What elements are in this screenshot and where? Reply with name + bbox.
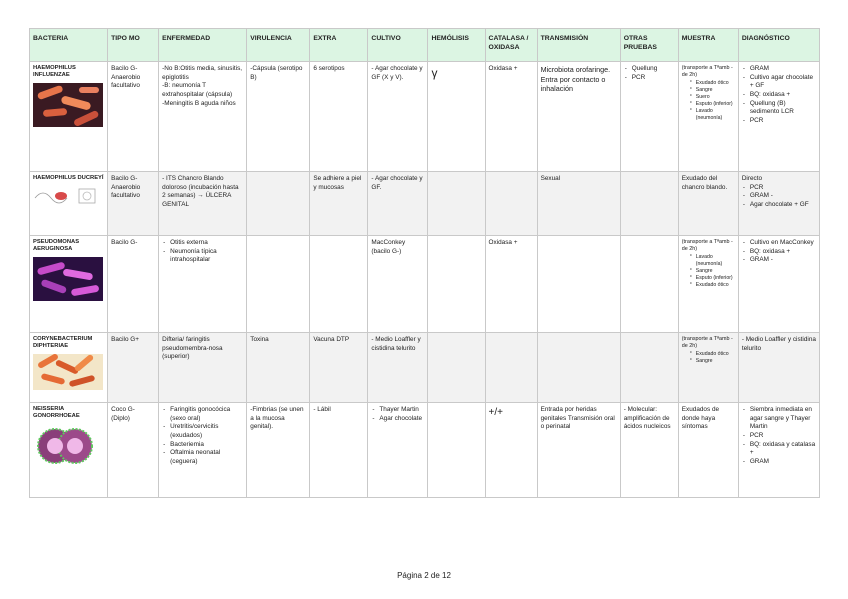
muestra-cell	[678, 62, 738, 172]
enfermedad-line: -B: neumonía T extrahospitalar (cápsula)	[162, 82, 233, 98]
list-item: ° Esputo (inferior)	[690, 275, 735, 282]
bacteria-cell	[30, 62, 108, 172]
list-item: - PCR	[742, 184, 816, 193]
otras-pruebas-cell	[620, 333, 678, 403]
list-item: - PCR	[742, 117, 816, 126]
table-row	[30, 236, 820, 333]
virulencia-cell: Toxina	[247, 333, 310, 403]
list-item: ° Sangre	[690, 358, 735, 365]
list-item: - BQ: oxidasa y catalasa +	[742, 441, 816, 458]
header-cultivo: CULTIVO	[368, 29, 428, 62]
list-item: ° Suero	[690, 94, 735, 101]
list-item: ° Exudado ótico	[690, 351, 735, 358]
list-item: - GRAM -	[742, 256, 816, 265]
extra-cell: Se adhiere a piel y mucosas	[310, 172, 368, 236]
table-row	[30, 333, 820, 403]
hemolisis-cell	[428, 333, 485, 403]
bacteria-cell	[30, 333, 108, 403]
list-item: - PCR	[742, 432, 816, 441]
bacteria-name: CORYNEBACTERIUM DIPHTERIAE	[33, 336, 93, 350]
list-item: - Siembra inmediata en agar sangre y Thayer Martin	[742, 406, 816, 432]
transmision-cell: Entrada por heridas genitales Transmisión oral o perinatal	[537, 403, 620, 498]
muestra-cell: Exudado del chancro blando.	[678, 172, 738, 236]
list-item: ° Exudado ótico	[690, 282, 735, 289]
header-row	[30, 29, 820, 62]
list-item: - Otitis externa	[162, 239, 243, 248]
diagnostico-intro: Directo	[741, 175, 763, 182]
p-aeruginosa-image	[33, 257, 103, 301]
list-item: ° Esputo (inferior)	[690, 101, 735, 108]
transmision-cell	[537, 333, 620, 403]
header-extra: EXTRA	[310, 29, 368, 62]
list-item: - Cultivo agar chocolate + GF	[742, 74, 816, 91]
page-number: Página 2 de 12	[397, 571, 451, 580]
bacteria-name: NEISSERIA GONORRHOEAE	[33, 406, 80, 420]
catalasa-cell	[485, 333, 537, 403]
tipo-cell: Bacilo G+	[108, 333, 159, 403]
enfermedad-cell: Difteria/ faringitis pseudomembra-nosa (superior)	[159, 333, 247, 403]
transmision-cell	[537, 236, 620, 333]
list-item: - Agar chocolate	[371, 415, 424, 424]
catalasa-cell: Oxidasa +	[485, 62, 537, 172]
extra-cell: - Lábil	[310, 403, 368, 498]
table-row	[30, 62, 820, 172]
enfermedad-line: -Meningitis B aguda niños	[162, 99, 236, 107]
extra-cell: Vacuna DTP	[310, 333, 368, 403]
list-item: - GRAM	[742, 65, 816, 74]
otras-pruebas-cell	[620, 62, 678, 172]
catalasa-cell	[485, 172, 537, 236]
otras-pruebas-cell: - Molecular: amplificación de ácidos nucleicos	[620, 403, 678, 498]
virulencia-cell: -Fimbrias (se unen a la mucosa genital).	[247, 403, 310, 498]
muestra-intro: (transporte a Tªamb - de 2h)	[681, 65, 733, 79]
list-item: - PCR	[624, 74, 675, 83]
enfermedad-line: -No B:Otitis media, sinusitis, epiglotitis	[162, 65, 243, 81]
cultivo-cell: - Agar chocolate y GF.	[368, 172, 428, 236]
list-item: - BQ: oxidasa +	[742, 248, 816, 257]
bacteria-cell	[30, 172, 108, 236]
bacteria-table	[29, 28, 820, 498]
c-diphteriae-image	[33, 354, 103, 390]
list-item: - Agar chocolate + GF	[742, 201, 816, 210]
virulencia-cell	[247, 236, 310, 333]
catalasa-cell: Oxidasa +	[485, 236, 537, 333]
list-item: - Bacteriemia	[162, 441, 243, 450]
bacteria-name: PSEUDOMONAS AERUGINOSA	[33, 239, 80, 253]
tipo-cell: Bacilo G- Anaerobio facultativo	[108, 172, 159, 236]
list-item: - GRAM -	[742, 192, 816, 201]
list-item: ° Sangre	[690, 268, 735, 275]
bacteria-name: HAEMOPHILUS INFLUENZAE	[33, 65, 76, 79]
list-item: ° Exudado ótico	[690, 80, 735, 87]
enfermedad-cell: - ITS Chancro Blando doloroso (incubación hasta 2 semanas) → ÚLCERA GENITAL	[159, 172, 247, 236]
otras-pruebas-cell	[620, 172, 678, 236]
transmision-cell: Sexual	[537, 172, 620, 236]
list-item: - Faringitis gonocócica (sexo oral)	[162, 406, 243, 423]
header-virulencia: VIRULENCIA	[247, 29, 310, 62]
list-item: - Quellung	[624, 65, 675, 74]
header-otras-pruebas: OTRAS PRUEBAS	[620, 29, 678, 62]
cultivo-cell: - Medio Loaffler y cistidina telurito	[368, 333, 428, 403]
list-item: - BQ: oxidasa +	[742, 91, 816, 100]
h-ducreyi-image	[33, 186, 103, 206]
cultivo-cell	[368, 403, 428, 498]
muestra-cell: Exudados de donde haya síntomas	[678, 403, 738, 498]
table-row	[30, 172, 820, 236]
bacteria-cell	[30, 236, 108, 333]
hemolisis-cell	[428, 403, 485, 498]
header-catalasa-oxidasa: CATALASA / OXIDASA	[485, 29, 537, 62]
list-item: - Cultivo en MacConkey	[742, 239, 816, 248]
virulencia-cell: -Cápsula (serotipo B)	[247, 62, 310, 172]
hemolisis-cell	[428, 172, 485, 236]
hemolisis-value: γ	[431, 66, 438, 80]
n-gonorrhoeae-image	[33, 424, 97, 468]
header-diagnostico: DIAGNÓSTICO	[738, 29, 819, 62]
muestra-intro: (transporte a Tªamb - de 2h)	[681, 239, 733, 253]
muestra-cell	[678, 333, 738, 403]
virulencia-cell	[247, 172, 310, 236]
list-item: - Quellung (B) sedimento LCR	[742, 100, 816, 117]
list-item: ° Sangre	[690, 87, 735, 94]
enfermedad-cell	[159, 236, 247, 333]
muestra-intro: (transporte a Tªamb - de 2h)	[681, 336, 733, 350]
transmision-cell: Microbiota orofaringe. Entra por contacto o inhalación	[537, 62, 620, 172]
extra-cell: 6 serotipos	[310, 62, 368, 172]
list-item: ° Lavado (neumonía)	[690, 254, 735, 268]
diagnostico-cell	[738, 62, 819, 172]
enfermedad-cell	[159, 403, 247, 498]
hemolisis-cell	[428, 62, 485, 172]
hemolisis-cell	[428, 236, 485, 333]
list-item: - Oftalmia neonatal (ceguera)	[162, 449, 243, 466]
list-item: ° Lavado (neumonía)	[690, 108, 735, 122]
list-item: - GRAM	[742, 458, 816, 467]
diagnostico-cell	[738, 172, 819, 236]
otras-pruebas-cell	[620, 236, 678, 333]
diagnostico-cell: - Medio Loaffler y cistidina telurito	[738, 333, 819, 403]
header-tipo-mo: TIPO MO	[108, 29, 159, 62]
extra-cell	[310, 236, 368, 333]
tipo-cell: Coco G- (Diplo)	[108, 403, 159, 498]
header-transmision: TRANSMISIÓN	[537, 29, 620, 62]
enfermedad-cell	[159, 62, 247, 172]
header-hemolisis: HEMÓLISIS	[428, 29, 485, 62]
tipo-cell: Bacilo G-	[108, 236, 159, 333]
diagnostico-cell	[738, 403, 819, 498]
list-item: - Uretritis/cervicitis (exudados)	[162, 423, 243, 440]
header-muestra: MUESTRA	[678, 29, 738, 62]
table-row	[30, 403, 820, 498]
catalasa-cell: +/+	[485, 403, 537, 498]
cultivo-cell: - Agar chocolate y GF (X y V).	[368, 62, 428, 172]
muestra-cell	[678, 236, 738, 333]
diagnostico-cell	[738, 236, 819, 333]
bacteria-cell	[30, 403, 108, 498]
list-item: - Neumonía típica intrahospitalar	[162, 248, 243, 265]
bacteria-name: HAEMOPHILUS DUCREYÍ	[33, 175, 104, 181]
header-bacteria: BACTERIA	[30, 29, 108, 62]
header-enfermedad: ENFERMEDAD	[159, 29, 247, 62]
tipo-cell: Bacilo G- Anaerobio facultativo	[108, 62, 159, 172]
list-item: - Thayer Martin	[371, 406, 424, 415]
h-influenzae-image	[33, 83, 103, 127]
cultivo-cell: MacConkey (bacilo G-)	[368, 236, 428, 333]
